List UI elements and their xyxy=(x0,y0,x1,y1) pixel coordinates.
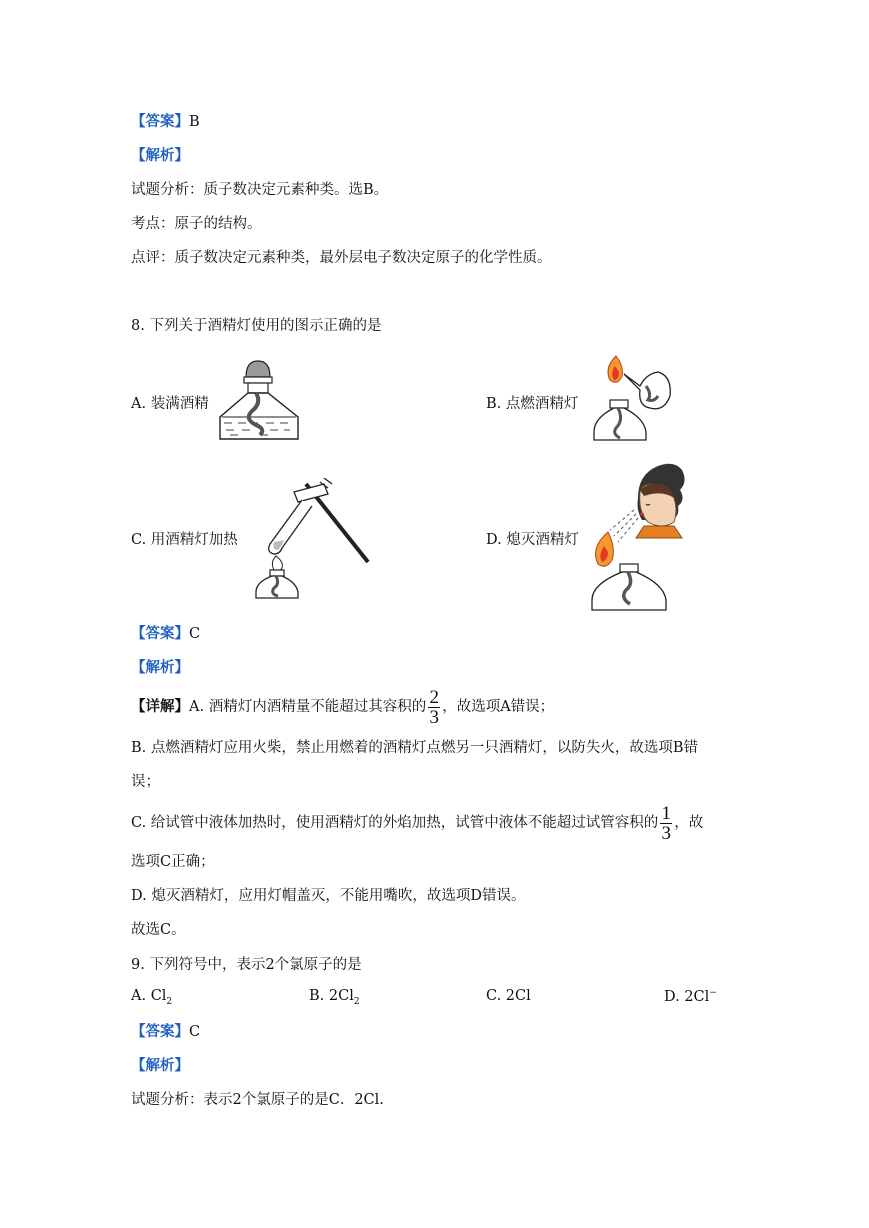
fraction-one-third xyxy=(660,804,672,843)
fraction-denominator: 3 xyxy=(661,822,672,844)
detail-c-pre: C. 给试管中液体加热时，使用酒精灯的外焰加热，试管中液体不能超过试管容积的 xyxy=(131,815,659,831)
detail-a-post: ，故选项A错误； xyxy=(442,699,555,715)
q8-answer xyxy=(131,624,200,644)
answer-value: C xyxy=(189,1024,201,1040)
analysis-tag: 【解析】 xyxy=(131,1058,189,1074)
detail-tag: 【详解】 xyxy=(131,699,189,715)
q9-option-d: D. 2Cl− xyxy=(664,988,717,1005)
lamp-heating-illustration xyxy=(250,478,372,602)
q8-detail-d: D. 熄灭酒精灯，应用灯帽盖灭，不能用嘴吹，故选项D错误。 xyxy=(131,888,526,904)
fraction-numerator: 1 xyxy=(661,802,672,824)
q9-answer xyxy=(131,1022,200,1042)
q8-stem: 8. 下列关于酒精灯使用的图示正确的是 xyxy=(131,318,382,334)
q8-option-a: A. 装满酒精 xyxy=(131,396,209,412)
answer-value: B xyxy=(189,114,200,130)
q9-option-c: C. 2Cl xyxy=(486,988,531,1004)
q9-option-a: A. $Cl_2$ xyxy=(131,988,173,1007)
q9-analysis-text: 试题分析：表示2个氯原子的是C．2Cl. xyxy=(131,1092,384,1108)
analysis-tag: 【解析】 xyxy=(131,660,189,676)
q8-option-b: B. 点燃酒精灯 xyxy=(486,396,579,412)
q8-detail-b-line2: 误； xyxy=(131,774,160,790)
detail-c-post: ，故 xyxy=(674,815,704,831)
analysis-tag: 【解析】 xyxy=(131,148,189,164)
answer-value: C xyxy=(189,626,201,642)
q8-detail-c xyxy=(131,801,703,845)
fraction-two-thirds xyxy=(428,688,440,727)
q9-analysis-tag xyxy=(131,1056,189,1076)
q8-conclusion: 故选C。 xyxy=(131,922,186,938)
q8-analysis-tag xyxy=(131,658,189,678)
answer-tag: 【答案】 xyxy=(131,114,189,130)
answer-tag: 【答案】 xyxy=(131,1024,189,1040)
q8-detail-b-line1: B. 点燃酒精灯应用火柴，禁止用燃着的酒精灯点燃另一只酒精灯，以防失火，故选项B错 xyxy=(131,740,699,756)
q9-option-b: B. $2Cl_2$ xyxy=(309,988,360,1007)
q9-stem: 9. 下列符号中，表示2个氯原子的是 xyxy=(131,957,362,973)
detail-a-pre: A. 酒精灯内酒精量不能超过其容积的 xyxy=(189,699,427,715)
lamp-lighting-illustration xyxy=(588,350,678,450)
answer-tag: 【答案】 xyxy=(131,626,189,642)
q8-option-d: D. 熄灭酒精灯 xyxy=(486,532,579,548)
q7-kaodian: 考点：原子的结构。 xyxy=(131,216,262,232)
fraction-numerator: 2 xyxy=(429,686,439,708)
q7-dianping: 点评：质子数决定元素种类，最外层电子数决定原子的化学性质。 xyxy=(131,250,552,266)
q8-detail-a xyxy=(131,685,554,729)
q7-analysis-tag xyxy=(131,146,189,166)
q7-answer xyxy=(131,112,200,132)
q8-option-c: C. 用酒精灯加热 xyxy=(131,532,238,548)
q8-detail-c-line2: 选项C正确； xyxy=(131,854,215,870)
q7-analysis-text: 试题分析：质子数决定元素种类。选B。 xyxy=(131,182,389,198)
fraction-denominator: 3 xyxy=(429,706,439,728)
lamp-full-illustration xyxy=(214,355,304,445)
lamp-blowing-illustration xyxy=(582,460,692,614)
